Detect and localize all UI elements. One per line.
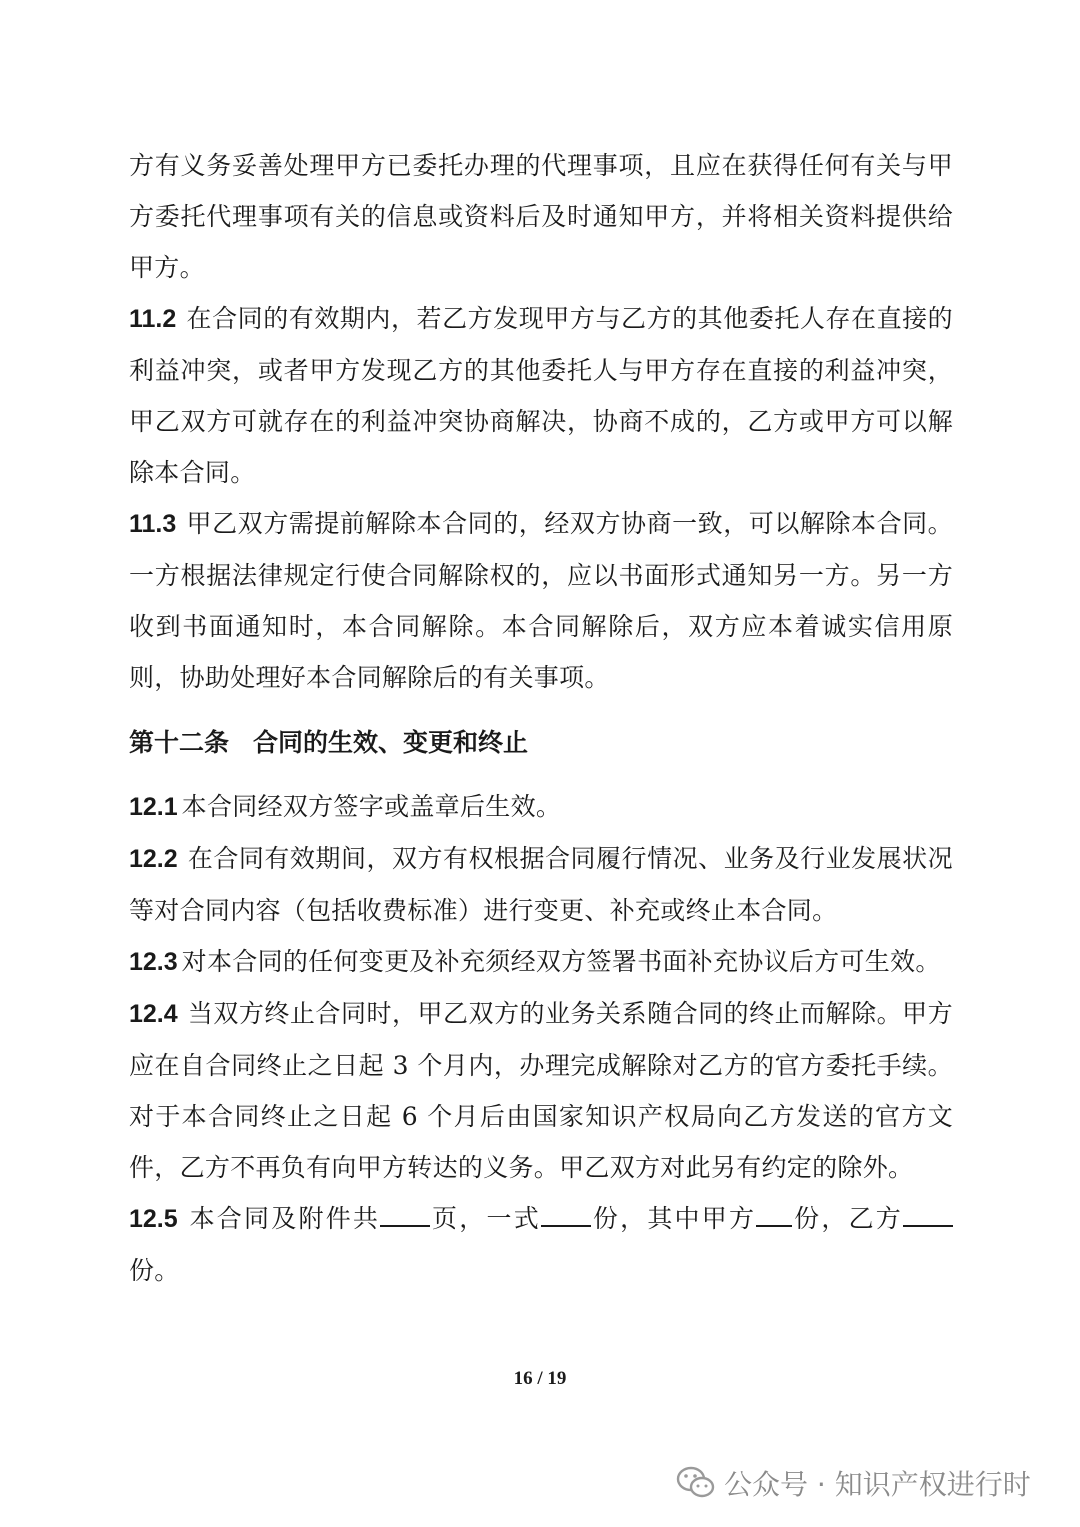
blank-line-pages (380, 1203, 430, 1227)
clause-11-2 (129, 293, 953, 498)
clause-text-part: 页，一式 (430, 1204, 541, 1233)
section-label: 第十二条 (129, 728, 230, 757)
blank-line-party-b (903, 1203, 953, 1227)
clause-12-3 (129, 936, 953, 988)
clause-12-4 (129, 988, 953, 1193)
document-body (129, 140, 953, 1296)
blank-line-party-a (756, 1203, 792, 1227)
clause-text-part: 本合同及附件共 (187, 1204, 381, 1233)
clause-text: 对本合同的任何变更及补充须经双方签署书面补充协议后方可生效。 (181, 947, 941, 976)
watermark-text: 公众号 · 知识产权进行时 (724, 1468, 1031, 1501)
watermark (676, 1458, 1031, 1508)
clause-text-part: 份，乙方 (792, 1204, 904, 1233)
clause-text: 甲乙双方需提前解除本合同的，经双方协商一致，可以解除本合同。一方根据法律规定行使合同解除权的，应以书面形式通知另一方。另一方收到书面通知时，本合同解除。本合同解除后，双方应本着诚实信用原则，协助处理好本合同解除后的有关事项。 (129, 509, 953, 692)
clause-12-2 (129, 833, 953, 936)
clause-number: 11.3 (129, 510, 177, 538)
clause-number: 12.3 (129, 948, 178, 976)
clause-number: 12.5 (129, 1205, 178, 1233)
clause-number: 12.4 (129, 1000, 178, 1028)
clause-number: 11.2 (129, 305, 177, 333)
clause-11-3 (129, 498, 953, 703)
paragraph-continued: 方有义务妥善处理甲方已委托办理的代理事项，且应在获得任何有关与甲方委托代理事项有关的信息或资料后及时通知甲方，并将相关资料提供给甲方。 (129, 151, 953, 282)
page-number: 16 / 19 (513, 1368, 567, 1389)
clause-12-1 (129, 781, 953, 833)
section-heading (129, 717, 953, 768)
clause-text: 本合同经双方签字或盖章后生效。 (181, 792, 562, 821)
clause-text: 在合同的有效期内，若乙方发现甲方与乙方的其他委托人存在直接的利益冲突，或者甲方发现乙方的其他委托人与甲方存在直接的利益冲突，甲乙双方可就存在的利益冲突协商解决，协商不成的，乙方或甲方可以解除本合同。 (129, 304, 953, 487)
wechat-icon (676, 1466, 716, 1500)
clause-12-5 (129, 1193, 953, 1296)
clause-number: 12.2 (129, 845, 178, 873)
section-title: 合同的生效、变更和终止 (253, 728, 529, 757)
clause-number: 12.1 (129, 793, 178, 821)
clause-text-part: 份。 (129, 1256, 180, 1285)
clause-text-part: 份，其中甲方 (590, 1204, 757, 1233)
clause-text: 在合同有效期间，双方有权根据合同履行情况、业务及行业发展状况等对合同内容（包括收费标准）进行变更、补充或终止本合同。 (129, 844, 953, 925)
clause-text: 当双方终止合同时，甲乙双方的业务关系随合同的终止而解除。甲方应在自合同终止之日起 3 个月内，办理完成解除对乙方的官方委托手续。对于本合同终止之日起 6 个月后由国家知识产权局向乙方发送的官方文件，乙方不再负有向甲方转达的义务。甲乙双方对此另有约定的除外。 (129, 999, 953, 1182)
blank-line-copies (541, 1203, 591, 1227)
